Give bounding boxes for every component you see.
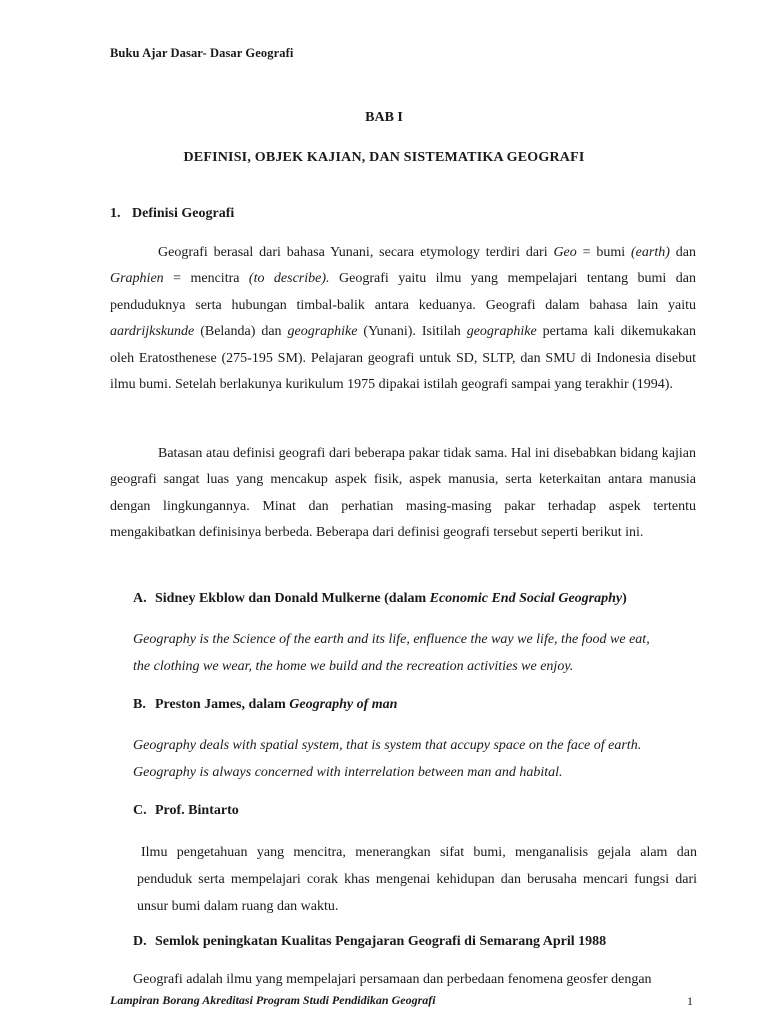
definition-d-text: Geografi adalah ilmu yang mempelajari persamaan dan perbedaan fenomena geosfer dengan [133,972,652,987]
definition-c-heading: C. Prof. Bintarto [133,803,239,818]
definition-a-quote: Geography is the Science of the earth and its life, enfluence the way we life, the food we eat, the clothing we wear, the home we build and the recreation activities we enjoy. [133,632,650,674]
definition-b-quote: Geography deals with spatial system, that is system that accupy space on the face of earth. Geography is always concerned with interrelation between man and habital. [133,738,642,780]
chapter-number: BAB I [365,110,403,125]
page-number: 1 [687,994,693,1008]
section-title: Definisi Geografi [132,206,235,221]
definition-d-heading: D. Semlok peningkatan Kualitas Pengajaran Geografi di Semarang April 1988 [133,934,607,949]
paragraph-etymology: Geografi berasal dari bahasa Yunani, secara etymology terdiri dari Geo = bumi (earth) dan Graphien = mencitra (to describe). Geografi yaitu ilmu yang mempelajari tentang bumi dan penduduknya serta hubungan timbal-balik antara keduanya. Geografi dalam bahasa lain yaitu aardrijkskunde (Belanda) dan geographike (Yunani). Isitilah geographike pertama kali dikemukakan oleh Eratosthenese (275-195 SM). Pelajaran geografi untuk SD, SLTP, dan SMU di Indonesia disebut ilmu bumi. Setelah berlakunya kurikulum 1975 dipakai istilah geografi sampai yang terakhir (1994). [110,245,696,393]
paragraph-definitions-intro: Batasan atau definisi geografi dari beberapa pakar tidak sama. Hal ini disebabkan bidang kajian geografi sangat luas yang mencakup aspek fisik, aspek manusia, serta keterkaitan antara manusia dengan lingkungannya. Minat dan perhatian masing-masing pakar terhadap aspek tertentu mengakibatkan definisinya berbeda. Beberapa dari definisi geografi tersebut seperti berikut ini. [110,446,696,541]
running-header: Buku Ajar Dasar- Dasar Geografi [110,46,294,60]
chapter-title: DEFINISI, OBJEK KAJIAN, DAN SISTEMATIKA GEOGRAFI [183,150,585,165]
section-heading [110,206,234,222]
section-number: 1. [110,206,121,221]
definition-b-heading: B. Preston James, dalam Geography of man [133,697,398,712]
definition-a-heading: A. Sidney Ekblow dan Donald Mulkerne (dalam Economic End Social Geography) [133,591,627,606]
running-footer: Lampiran Borang Akreditasi Program Studi Pendidikan Geografi [110,993,436,1007]
definition-c-text: Ilmu pengetahuan yang mencitra, menerangkan sifat bumi, menganalisis gejala alam dan penduduk serta mempelajari corak khas mengenai kehidupan dan berusaha mencari fungsi dari unsur bumi dalam ruang dan waktu. [137,845,697,914]
